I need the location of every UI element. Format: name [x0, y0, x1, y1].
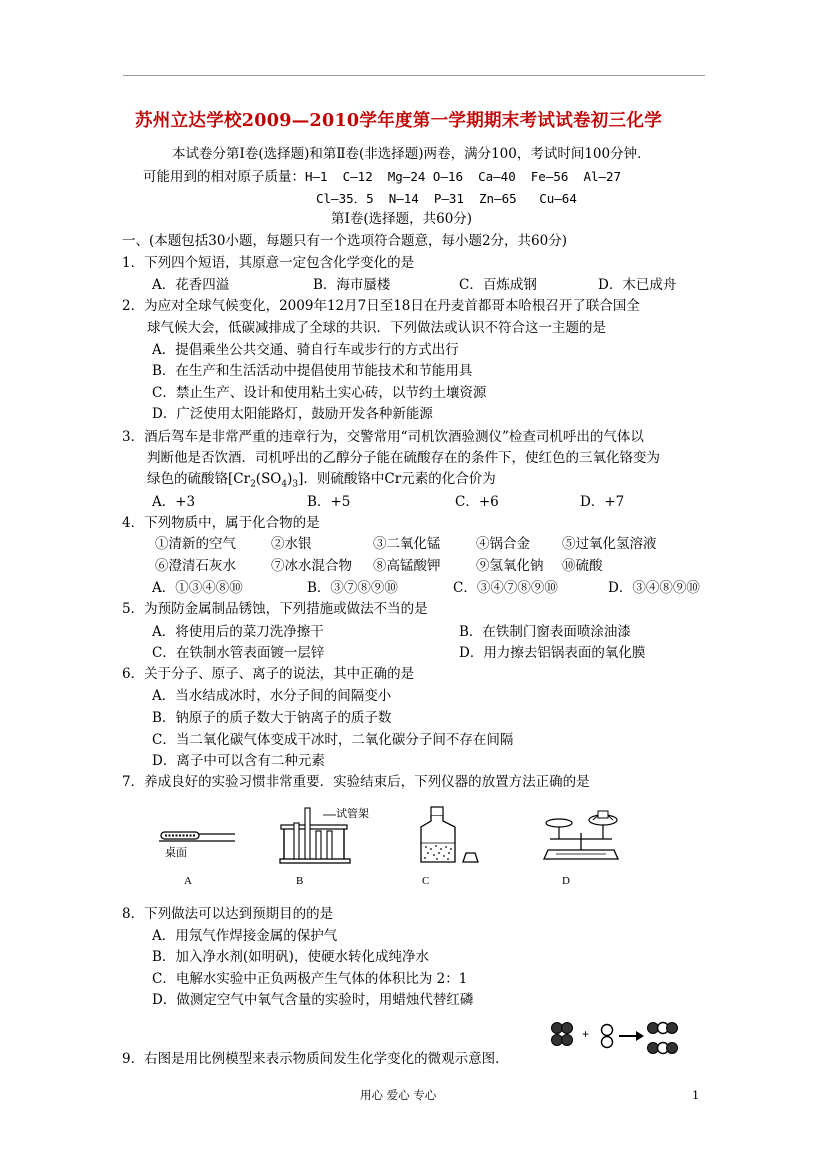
q4-option-b: B．③⑦⑧⑨⑩ [307, 580, 398, 596]
page-number: 1 [692, 1088, 700, 1102]
q6-option-c: C．当二氧化碳气体变成干冰时，二氧化碳分子间不存在间隔 [152, 732, 514, 748]
part-heading: 一、(本题包括30小题，每题只有一个选项符合题意，每小题2分，共60分) [122, 233, 567, 249]
q3-formula-part-3: ) [287, 471, 293, 487]
q4-item-7: ⑦冰水混合物 [271, 558, 352, 574]
q8-option-b: B．加入净水剂(如明矾)，使硬水转化成纯净水 [152, 949, 429, 965]
figure-label-a: A [184, 875, 192, 887]
q1-stem: 1．下列四个短语，其原意一定包含化学变化的是 [122, 255, 415, 271]
q8-option-a: A．用氖气作焊接金属的保护气 [152, 928, 338, 944]
q7-stem: 7．养成良好的实验习惯非常重要．实验结束后，下列仪器的放置方法正确的是 [122, 774, 590, 790]
q3-option-d: D．+7 [580, 494, 625, 510]
q3-formula-part-2: (SO [255, 471, 282, 487]
q3-option-a: A．+3 [152, 494, 196, 510]
q8-stem: 8．下列做法可以达到预期目的的是 [122, 906, 334, 922]
q4-item-2: ②水银 [271, 536, 312, 552]
q2-stem-1: 2．为应对全球气候变化，2009年12月7日至18日在丹麦首都哥本哈根召开了联合国全 [122, 298, 640, 314]
reaction-arrow [619, 1031, 644, 1041]
q1-option-b: B．海市蜃楼 [313, 277, 391, 293]
q6-option-a: A．当水结成冰时，水分子间的间隔变小 [152, 688, 392, 704]
q2-option-c: C．禁止生产、设计和使用粘土实心砖，以节约土壤资源 [152, 385, 487, 401]
q4-item-5: ⑤过氧化氢溶液 [562, 536, 657, 552]
footer-motto: 用心 爱心 专心 [360, 1088, 437, 1102]
q4-item-4: ④锅合金 [476, 536, 530, 552]
q3-formula-part-4: ]．则硫酸铬中Cr元素的化合价为 [298, 471, 496, 487]
figure-label-b: B [296, 875, 304, 887]
q5-option-b: B．在铁制门窗表面喷涂油漆 [459, 624, 631, 640]
q4-option-a: A．①③④⑧⑩ [152, 580, 243, 596]
figure-label-c: C [422, 875, 430, 887]
plus-sign: + [582, 1027, 590, 1041]
q5-option-a: A．将使用后的菜刀洗净擦干 [152, 624, 324, 640]
q7-figure-d [540, 803, 640, 888]
q8-option-d: D．做测定空气中氧气含量的实验时，用蜡烛代替红磷 [152, 992, 474, 1008]
q5-stem: 5．为预防金属制品锈蚀，下列措施或做法不当的是 [122, 601, 428, 617]
q3-option-c: C．+6 [455, 494, 499, 510]
q2-option-a: A．提倡乘坐公共交通、骑自行车或步行的方式出行 [152, 342, 459, 358]
q2-stem-2: 球气候大会，低碳减排成了全球的共识．下列做法或认识不符合这一主题的是 [147, 320, 606, 336]
section-heading: 第Ⅰ卷(选择题，共60分) [331, 211, 473, 227]
q4-item-1: ①清新的空气 [155, 536, 236, 552]
intro-line-1: 本试卷分第Ⅰ卷(选择题)和第Ⅱ卷(非选择题)两卷，满分100，考试时间100分钟． [172, 146, 651, 162]
q6-option-b: B．钠原子的质子数大于钠离子的质子数 [152, 710, 392, 726]
q9-reaction-diagram [550, 1020, 680, 1065]
desk-label: 桌面 [165, 847, 187, 859]
atomic-masses-1: H—1 C—12 Mg—24 O—16 Ca—40 Fe—56 Al—27 [305, 169, 622, 184]
q5-option-c: C．在铁制水管表面镀一层锌 [152, 645, 325, 661]
q2-option-b: B．在生产和生活活动中提倡使用节能技术和节能用具 [152, 363, 473, 379]
q4-option-c: C．③④⑦⑧⑨⑩ [453, 580, 558, 596]
q4-item-6: ⑥澄清石灰水 [155, 558, 236, 574]
q4-item-9: ⑨氢氧化钠 [476, 558, 544, 574]
q4-stem: 4．下列物质中，属于化合物的是 [122, 515, 320, 531]
q3-subscript-4: 4 [281, 479, 288, 490]
q5-option-d: D．用力擦去铝锅表面的氧化膜 [459, 645, 646, 661]
reactant-molecule-1 [552, 1023, 573, 1046]
product-molecules [648, 1023, 678, 1054]
q1-option-a: A．花香四溢 [152, 277, 230, 293]
page-title: 苏州立达学校2009—2010学年度第一学期期末考试试卷初三化学 [135, 111, 663, 131]
intro-line-2 [143, 168, 621, 186]
q8-option-c: C．电解水实验中正负两极产生气体的体积比为 2：1 [152, 971, 468, 987]
q3-option-b: B．+5 [307, 494, 351, 510]
q1-option-c: C．百炼成钢 [459, 277, 537, 293]
q9-stem: 9．右图是用比例模型来表示物质间发生化学变化的微观示意图． [122, 1051, 509, 1067]
header-rule [123, 75, 705, 76]
q3-stem-3 [147, 470, 496, 494]
q4-option-d: D．③④⑧⑨⑩ [608, 580, 700, 596]
rack-label: 试管架 [336, 808, 369, 820]
q4-item-3: ③二氧化锰 [373, 536, 441, 552]
figure-label-d: D [562, 875, 570, 887]
q3-stem-2: 判断他是否饮酒．司机呼出的乙醇分子能在硫酸存在的条件下，使红色的三氧化铬变为 [147, 450, 660, 466]
q3-subscript-2: 2 [250, 479, 256, 490]
q4-item-10: ⑩硫酸 [562, 558, 603, 574]
q4-item-8: ⑧高锰酸钾 [373, 558, 441, 574]
reactant-molecule-2 [602, 1025, 613, 1048]
q6-stem: 6．关于分子、原子、离子的说法，其中正确的是 [122, 666, 415, 682]
q7-figure-b [278, 803, 378, 888]
q2-option-d: D．广泛使用太阳能路灯，鼓励开发各种新能源 [152, 406, 433, 422]
atomic-mass-label: 可能用到的相对原子质量： [143, 169, 305, 185]
q7-figure-c [415, 805, 495, 887]
q3-formula-part-1: 绿色的硫酸铬[Cr [147, 471, 251, 487]
q6-option-d: D．离子中可以含有二种元素 [152, 753, 325, 769]
q1-option-d: D．木已成舟 [598, 277, 677, 293]
atomic-masses-2: Cl—35．5 N—14 P—31 Zn—65 Cu—64 [316, 191, 577, 206]
q3-subscript-3: 3 [292, 479, 299, 490]
q3-stem-1: 3．酒后驾车是非常严重的违章行为，交警常用“司机饮酒验测仪”检查司机呼出的气体以 [122, 429, 644, 445]
q7-figure-a [157, 820, 237, 890]
